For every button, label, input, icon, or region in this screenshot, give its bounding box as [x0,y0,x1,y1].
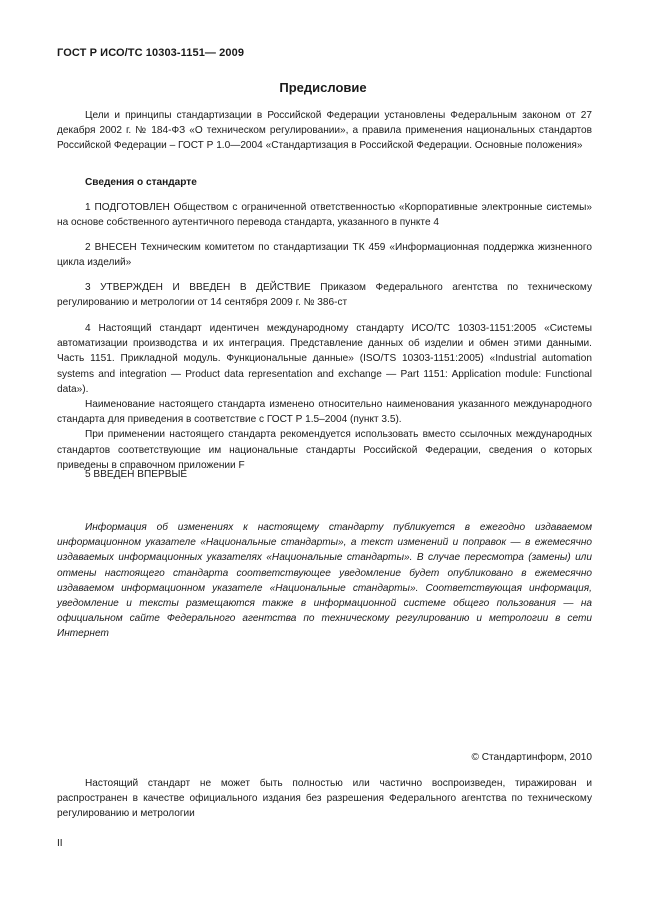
copyright-line: © Стандартинформ, 2010 [471,752,592,763]
rights-paragraph: Настоящий стандарт не может быть полностью или частично воспроизведен, тиражирован и распространен в качестве официального издания без разрешения Федерального агентства по техническому регулированию и метрологии [57,778,592,820]
notice-paragraph: Информация об изменениях к настоящему стандарту публикуется в ежегодно издаваемом информационном указателе «Национальные стандарты», а текст изменений и поправок — в ежемесячно издаваемых информационных указателях «Национальные стандарты». В случае пересмотра (замены) или отмены настоящего стандарта соответствующее уведомление будет опубликовано в ежемесячно издаваемом информационном указателе «Национальные стандарты». Соответствующая информация, уведомление и тексты размещаются также в информационной системе общего пользования — на официальном сайте Федерального агентства по техническому регулированию и метрологии в сети Интернет [57,522,592,640]
item-4-paragraph: 4 Настоящий стандарт идентичен международному стандарту ИСО/ТС 10303-1151:2005 «Системы автоматизации производства и их интеграция. Представление данных об изделии и обмен этими данными. Часть 1151. Прикладной модуль. Функциональные данные» (ISO/TS 10303-1151:2005) «Industrial automation systems and integration — Product data representation and exchange — Part 1151: Application module: Functional data»). [57,323,592,395]
notice-block [57,520,592,642]
page-number: II [57,838,63,849]
item-1-block [57,200,592,230]
item-4-references-paragraph: При применении настоящего стандарта рекомендуется использовать вместо ссылочных международных стандартов соответствующие им национальные стандарты Российской Федерации, сведения о которых приведены в справочном приложении F [57,429,592,471]
item-1-paragraph: 1 ПОДГОТОВЛЕН Обществом с ограниченной ответственностью «Корпоративные электронные системы» на основе собственного аутентичного перевода стандарта, указанного в пункте 4 [57,202,592,229]
item-5-paragraph: 5 ВВЕДЕН ВПЕРВЫЕ [85,469,188,480]
item-2-paragraph: 2 ВНЕСЕН Техническим комитетом по стандартизации ТК 459 «Информационная поддержка жизненного цикла изделий» [57,242,592,269]
rights-block [57,776,592,822]
item-4-name-change-paragraph: Наименование настоящего стандарта изменено относительно наименования указанного международного стандарта для приведения в соответствие с ГОСТ Р 1.5–2004 (пункт 3.5). [57,399,592,426]
item-5-block [57,467,592,482]
section-subheading: Сведения о стандарте [85,177,197,188]
item-3-block [57,280,592,310]
item-2-block [57,240,592,270]
document-code: ГОСТ Р ИСО/ТС 10303-1151— 2009 [57,47,245,59]
intro-paragraph: Цели и принципы стандартизации в Российской Федерации установлены Федеральным законом от 27 декабря 2002 г. № 184-ФЗ «О техническом регулировании», а правила применения национальных стандартов Российской Федерации – ГОСТ Р 1.0—2004 «Стандартизация в Российской Федерации. Основные положения» [57,110,592,152]
intro-block [57,108,592,154]
item-3-paragraph: 3 УТВЕРЖДЕН И ВВЕДЕН В ДЕЙСТВИЕ Приказом Федерального агентства по техническому регулированию и метрологии от 14 сентября 2009 г. № 386-ст [57,282,592,309]
item-4-block [57,321,592,473]
page-title: Предисловие [279,80,367,95]
